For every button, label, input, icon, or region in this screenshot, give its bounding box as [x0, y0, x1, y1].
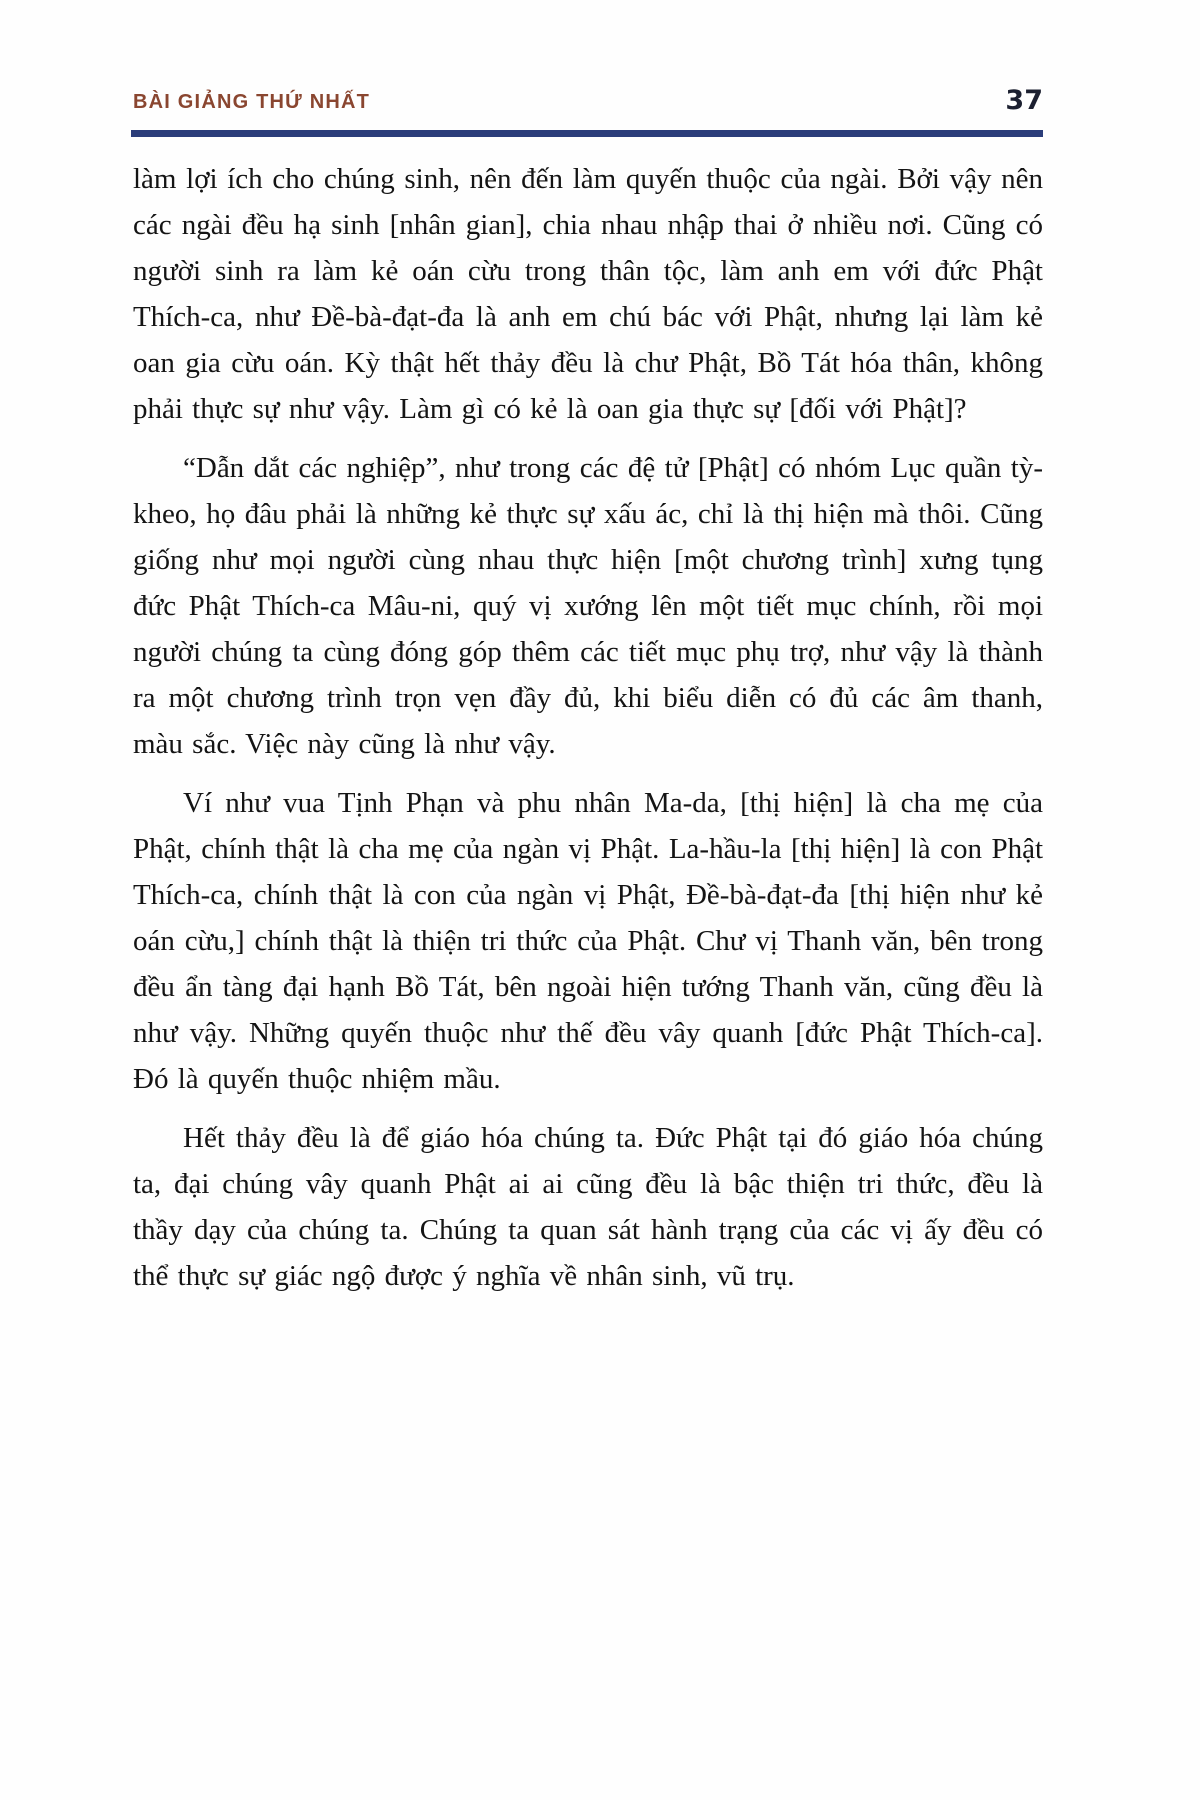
paragraph: “Dẫn dắt các nghiệp”, như trong các đệ tử [Phật] có nhóm Lục quần tỳ-kheo, họ đâu phải là những kẻ thực sự xấu ác, chỉ là thị hiện mà thôi. Cũng giống như mọi người cùng nhau thực hiện [một chương trình] xưng tụng đức Phật Thích-ca Mâu-ni, quý vị xướng lên một tiết mục chính, rồi mọi người chúng ta cùng đóng góp thêm các tiết mục phụ trợ, như vậy là thành ra một chương trình trọn vẹn đầy đủ, khi biểu diễn có đủ các âm thanh, màu sắc. Việc này cũng là như vậy. — [133, 452, 1043, 760]
paragraph: làm lợi ích cho chúng sinh, nên đến làm quyến thuộc của ngài. Bởi vậy nên các ngài đều hạ sinh [nhân gian], chia nhau nhập thai ở nhiều nơi. Cũng có người sinh ra làm kẻ oán cừu trong thân tộc, làm anh em với đức Phật Thích-ca, như Đề-bà-đạt-đa là anh em chú bác với Phật, nhưng lại làm kẻ oan gia cừu oán. Kỳ thật hết thảy đều là chư Phật, Bồ Tát hóa thân, không phải thực sự như vậy. Làm gì có kẻ là oan gia thực sự [đối với Phật]? — [133, 163, 1043, 425]
paragraph: Ví như vua Tịnh Phạn và phu nhân Ma-da, [thị hiện] là cha mẹ của Phật, chính thật là cha mẹ của ngàn vị Phật. La-hầu-la [thị hiện] là con Phật Thích-ca, chính thật là con của ngàn vị Phật, Đề-bà-đạt-đa [thị hiện như kẻ oán cừu,] chính thật là thiện tri thức của Phật. Chư vị Thanh văn, bên trong đều ẩn tàng đại hạnh Bồ Tát, bên ngoài hiện tướng Thanh văn, cũng đều là như vậy. Những quyến thuộc như thế đều vây quanh [đức Phật Thích-ca]. Đó là quyến thuộc nhiệm mầu. — [133, 787, 1043, 1095]
running-header — [133, 80, 1043, 114]
body-text — [133, 156, 1043, 1312]
page-number: 37 — [1005, 85, 1043, 116]
chapter-title: BÀI GIẢNG THỨ NHẤT — [133, 91, 371, 113]
header-rule-divider — [131, 130, 1043, 137]
paragraph: Hết thảy đều là để giáo hóa chúng ta. Đức Phật tại đó giáo hóa chúng ta, đại chúng vây quanh Phật ai ai cũng đều là bậc thiện tri thức, đều là thầy dạy của chúng ta. Chúng ta quan sát hành trạng của các vị ấy đều có thể thực sự giác ngộ được ý nghĩa về nhân sinh, vũ trụ. — [133, 1122, 1043, 1292]
